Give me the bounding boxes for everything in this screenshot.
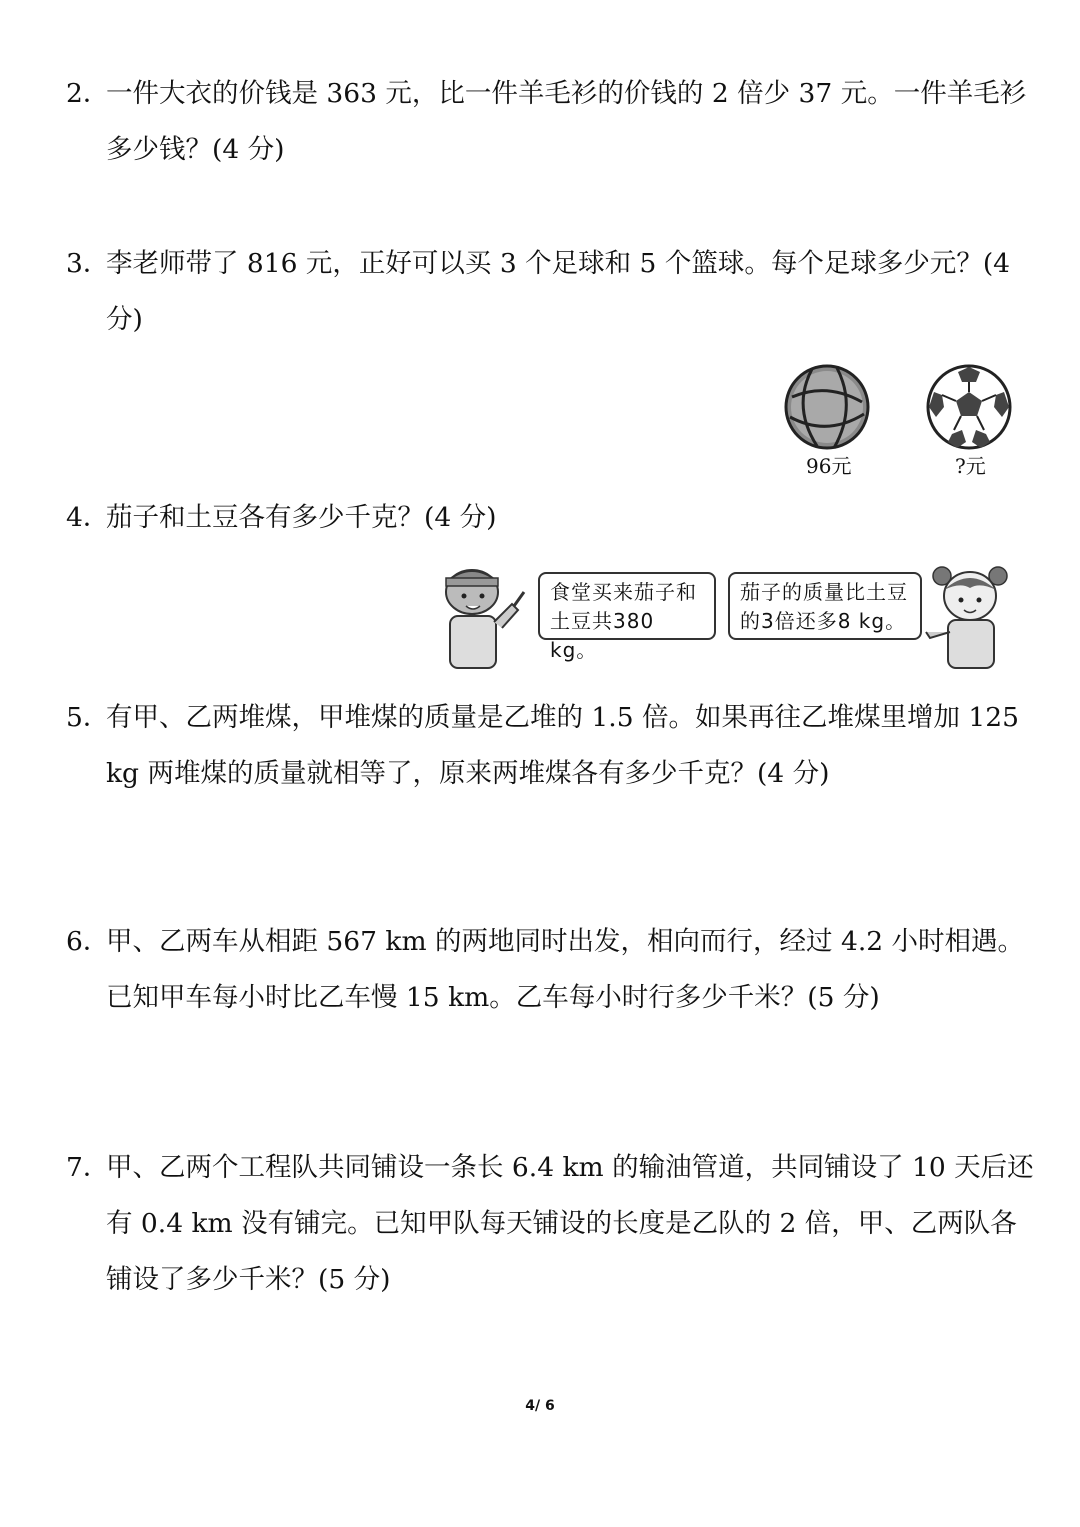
basketball-illustration [782,362,872,456]
soccer-ball-price: ?元 [955,454,986,478]
bubble-line: 食堂买来茄子和 [550,580,697,604]
boy-illustration [432,562,532,678]
question-number: 7． [66,1152,110,1183]
basketball-icon [782,362,872,452]
soccer-ball-icon [924,362,1014,452]
question-2 [66,66,1027,178]
boy-icon [432,562,532,674]
girl-illustration [920,562,1020,678]
question-text-line: 铺设了多少千米？(5 分) [106,1264,391,1295]
question-text-line: 多少钱？(4 分) [106,134,285,165]
question-text-line: kg 两堆煤的质量就相等了，原来两堆煤各有多少千克？(4 分) [106,758,830,789]
question-7 [66,1140,1034,1308]
question-text-line: 已知甲车每小时比乙车慢 15 km。乙车每小时行多少千米？(5 分) [106,982,880,1013]
question-text-line: 甲、乙两个工程队共同铺设一条长 6.4 km 的输油管道，共同铺设了 10 天后还 [106,1152,1034,1183]
girl-speech-bubble [728,572,922,640]
girl-icon [920,562,1020,674]
question-number: 3． [66,248,110,279]
question-5 [66,690,1021,802]
question-6 [66,914,1025,1026]
question-3 [66,236,1021,348]
question-text-line: 一件大衣的价钱是 363 元，比一件羊毛衫的价钱的 2 倍少 37 元。一件羊毛衫 [106,78,1027,109]
question-text-line: 李老师带了 816 元，正好可以买 3 个足球和 5 个篮球。每个足球多少元？(4 [106,248,1011,279]
question-text-line: 茄子和土豆各有多少千克？(4 分) [106,502,497,533]
soccer-ball-illustration [924,362,1014,456]
page-number: 4/ 6 [525,1398,555,1414]
question-number: 5． [66,702,110,733]
bubble-line: 土豆共380 kg。 [550,609,655,662]
bubble-line: 茄子的质量比土豆 [740,580,908,604]
question-number: 6． [66,926,110,957]
question-number: 4． [66,502,110,533]
question-text-line: 有甲、乙两堆煤，甲堆煤的质量是乙堆的 1.5 倍。如果再往乙堆煤里增加 125 [106,702,1019,733]
basketball-price: 96元 [806,454,852,478]
question-text-line: 分) [106,304,143,335]
question-number: 2． [66,78,110,109]
question-text-line: 有 0.4 km 没有铺完。已知甲队每天铺设的长度是乙队的 2 倍，甲、乙两队各 [106,1208,1017,1239]
bubble-line: 的3倍还多8 kg。 [740,609,907,633]
question-4 [66,490,1021,546]
boy-speech-bubble [538,572,716,662]
question-text-line: 甲、乙两车从相距 567 km 的两地同时出发，相向而行，经过 4.2 小时相遇。 [106,926,1025,957]
